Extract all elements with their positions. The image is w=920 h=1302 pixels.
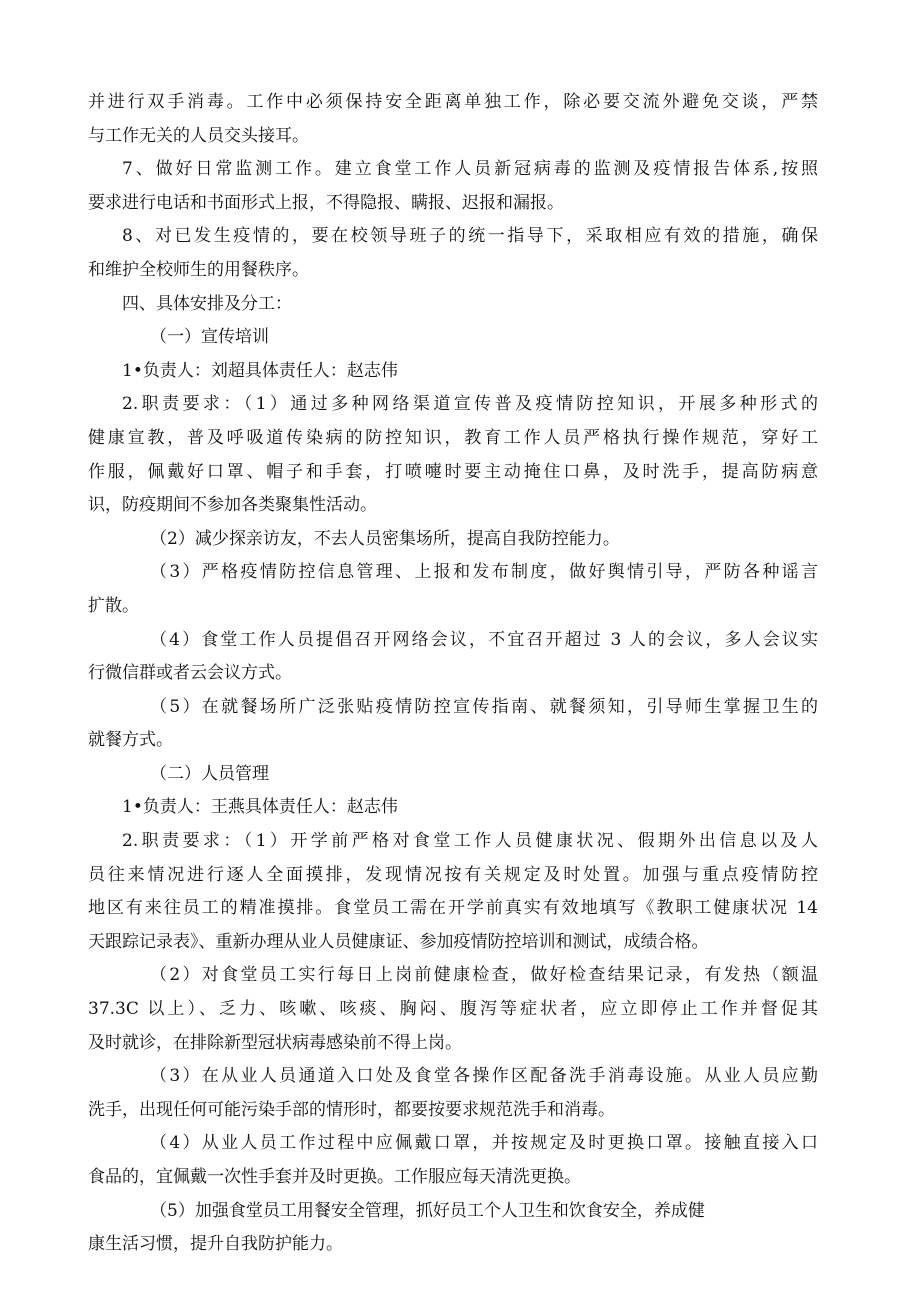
text-line: （4）从业人员工作过程中应佩戴口罩，并按规定及时更换口罩。接触直接入口 (150, 1133, 818, 1154)
text-line: 并进行双手消毒。工作中必须保持安全距离单独工作，除必要交流外避免交谈，严禁 (88, 92, 818, 112)
text-line: （5）在就餐场所广泛张贴疫情防控宣传指南、就餐须知，引导师生掌握卫生的 (150, 696, 818, 717)
text-line: 与工作无关的人员交头接耳。 (88, 125, 309, 146)
text-line: 2.职责要求：（1）开学前严格对食堂工作人员健康状况、假期外出信息以及人 (122, 831, 818, 852)
text-line: 37.3C 以上）、乏力、咳嗽、咳痰、胸闷、腹泻等症状者，应立即停止工作并督促其 (88, 999, 818, 1020)
text-line: （二）人员管理 (150, 763, 269, 784)
text-line: （一）宣传培训 (150, 327, 269, 348)
text-line: 8、对已发生疫情的，要在校领导班子的统一指导下，采取相应有效的措施，确保 (122, 226, 818, 247)
text-line: 员往来情况进行逐人全面摸排，发现情况按有关规定及时处置。加强与重点疫情防控 (88, 864, 818, 885)
text-line: （5）加强食堂员工用餐安全管理，抓好员工个人卫生和饮食安全，养成健 (150, 1200, 705, 1221)
text-line: 洗手，出现任何可能污染手部的情形时，都要按要求规范洗手和消毒。 (88, 1099, 615, 1120)
text-line: 食品的，宜佩戴一次性手套并及时更换。工作服应每天清洗更换。 (88, 1167, 581, 1187)
text-line: 健康宣教，普及呼吸道传染病的防控知识，教育工作人员严格执行操作规范，穿好工 (88, 427, 818, 448)
text-line: （3）在从业人员通道入口处及食堂各操作区配备洗手消毒设施。从业人员应勤 (150, 1066, 818, 1087)
text-line: 扩散。 (88, 595, 139, 616)
text-line: 作服，佩戴好口罩、帽子和手套，打喷嚏时要主动掩住口鼻，及时洗手，提高防病意 (88, 461, 818, 482)
text-line: 识，防疫期间不参加各类聚集性活动。 (88, 495, 377, 516)
text-line: 地区有来往员工的精准摸排。食堂员工需在开学前真实有效地填写《教职工健康状况 14 (88, 898, 818, 919)
text-line: （3）严格疫情防控信息管理、上报和发布制度，做好舆情引导，严防各种谣言 (150, 562, 818, 583)
text-line: 四、具体安排及分工： (122, 293, 292, 314)
text-line: 2.职责要求：（1）通过多种网络渠道宣传普及疫情防控知识，开展多种形式的 (122, 394, 818, 415)
text-line: 要求进行电话和书面形式上报，不得隐报、瞒报、迟报和漏报。 (88, 192, 564, 213)
text-line: 就餐方式。 (88, 730, 173, 751)
text-line: 7、做好日常监测工作。建立食堂工作人员新冠病毒的监测及疫情报告体系,按照 (122, 159, 818, 180)
text-line: 行微信群或者云会议方式。 (88, 663, 292, 684)
text-line: 天跟踪记录表》、重新办理从业人员健康证、参加疫情防控培训和测试，成绩合格。 (88, 931, 709, 952)
text-line: 及时就诊，在排除新型冠状病毒感染前不得上岗。 (88, 1032, 462, 1053)
text-line: 1•负责人：王燕具体责任人：赵志伟 (122, 797, 398, 818)
text-line: （4）食堂工作人员提倡召开网络会议，不宜召开超过 3 人的会议，多人会议实 (150, 629, 818, 650)
text-line: （2）对食堂员工实行每日上岗前健康检查，做好检查结果记录，有发热（额温 (150, 965, 818, 986)
text-line: 和维护全校师生的用餐秩序。 (88, 259, 309, 280)
document-body (88, 86, 818, 1262)
text-line: 1•负责人：刘超具体责任人：赵志伟 (122, 360, 398, 381)
text-line: （2）减少探亲访友，不去人员密集场所，提高自我防控能力。 (150, 528, 620, 549)
text-line: 康生活习惯，提升自我防护能力。 (88, 1234, 343, 1255)
